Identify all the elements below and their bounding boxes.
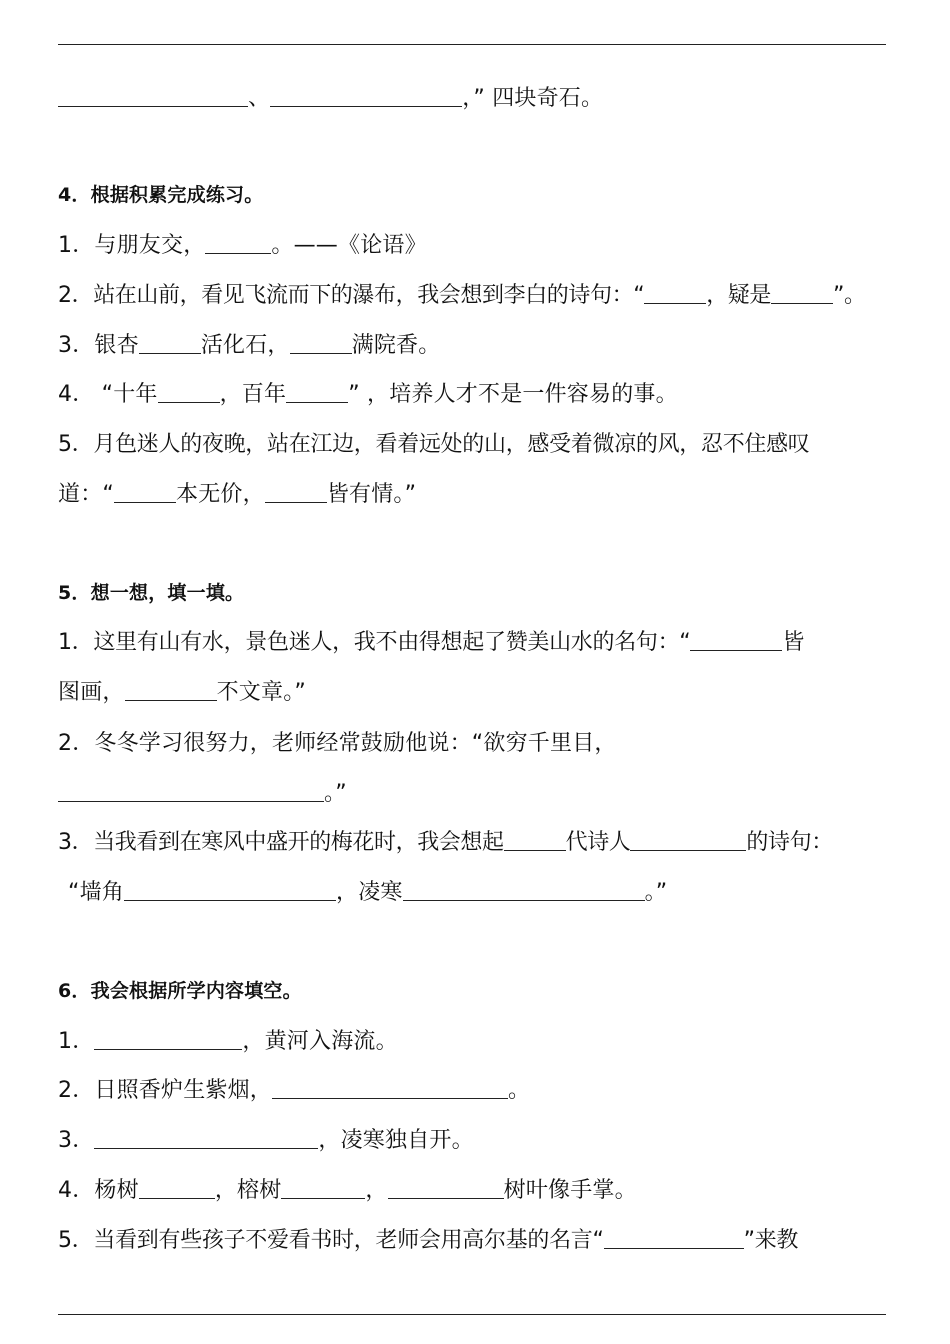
s5-question-2-cont: 。”: [58, 779, 898, 809]
answer-blank[interactable]: [281, 1176, 365, 1199]
answer-blank[interactable]: [58, 779, 324, 802]
answer-blank[interactable]: [604, 1226, 744, 1249]
answer-blank[interactable]: [158, 380, 220, 403]
answer-blank[interactable]: [125, 678, 217, 701]
answer-blank[interactable]: [58, 84, 248, 107]
answer-blank[interactable]: [139, 1176, 215, 1199]
answer-blank[interactable]: [286, 380, 348, 403]
answer-blank[interactable]: [114, 480, 176, 503]
s6-question-4: 4．杨树 ，榕树 ， 树叶像手掌。: [58, 1178, 637, 1203]
answer-blank[interactable]: [270, 84, 462, 107]
answer-blank[interactable]: [139, 331, 201, 354]
s6-question-1: 1． ，黄河入海流。: [58, 1029, 398, 1054]
answer-blank[interactable]: [690, 628, 782, 651]
answer-blank[interactable]: [771, 281, 833, 304]
answer-blank[interactable]: [644, 281, 706, 304]
s4-question-5: 5．月色迷人的夜晚，站在江边，看着远处的山，感受着微凉的风，忍不住感叹: [58, 432, 810, 457]
answer-blank[interactable]: [403, 878, 645, 901]
s5-question-1-cont: 图画， 不文章。”: [58, 680, 307, 705]
answer-blank[interactable]: [630, 828, 746, 851]
s4-question-1: 1．与朋友交， 。——《论语》: [58, 233, 427, 258]
s5-question-3-cont: “墙角 ，凌寒 。”: [68, 880, 668, 905]
s5-question-3: 3．当我看到在寒风中盛开的梅花时，我会想起 代诗人 的诗句：: [58, 830, 833, 855]
s4-question-3: 3．银杏 活化石， 满院香。: [58, 333, 441, 358]
continuation-line: 、 ，” 四块奇石。: [58, 84, 898, 114]
answer-blank[interactable]: [504, 828, 566, 851]
s4-question-4: 4． “十年 ，百年 ” ，培养人才不是一件容易的事。: [58, 382, 678, 407]
s6-question-5: 5．当看到有些孩子不爱看书时，老师会用高尔基的名言“ ”来教: [58, 1228, 799, 1253]
answer-blank[interactable]: [205, 231, 271, 254]
s5-question-2: 2．冬冬学习很努力，老师经常鼓励他说：“欲穷千里目，: [58, 731, 617, 756]
section-6-heading: 6．我会根据所学内容填空。: [58, 980, 302, 1002]
s6-question-3: 3． ，凌寒独自开。: [58, 1128, 474, 1153]
answer-blank[interactable]: [290, 331, 352, 354]
s4-question-5-cont: 道：“ 本无价， 皆有情。”: [58, 482, 417, 507]
answer-blank[interactable]: [94, 1027, 242, 1050]
answer-blank[interactable]: [124, 878, 336, 901]
answer-blank[interactable]: [272, 1076, 508, 1099]
s5-question-1: 1．这里有山有水，景色迷人，我不由得想起了赞美山水的名句：“ 皆: [58, 630, 805, 655]
header-rule: [58, 44, 886, 45]
answer-blank[interactable]: [265, 480, 327, 503]
answer-blank[interactable]: [94, 1126, 318, 1149]
s6-question-2: 2．日照香炉生紫烟， 。: [58, 1078, 531, 1103]
answer-blank[interactable]: [388, 1176, 504, 1199]
section-4-heading: 4．根据积累完成练习。: [58, 184, 264, 206]
s4-question-2: 2．站在山前，看见飞流而下的瀑布，我会想到李白的诗句：“ ，疑是 ”。: [58, 283, 866, 308]
footer-rule: [58, 1314, 886, 1315]
section-5-heading: 5．想一想，填一填。: [58, 582, 245, 604]
